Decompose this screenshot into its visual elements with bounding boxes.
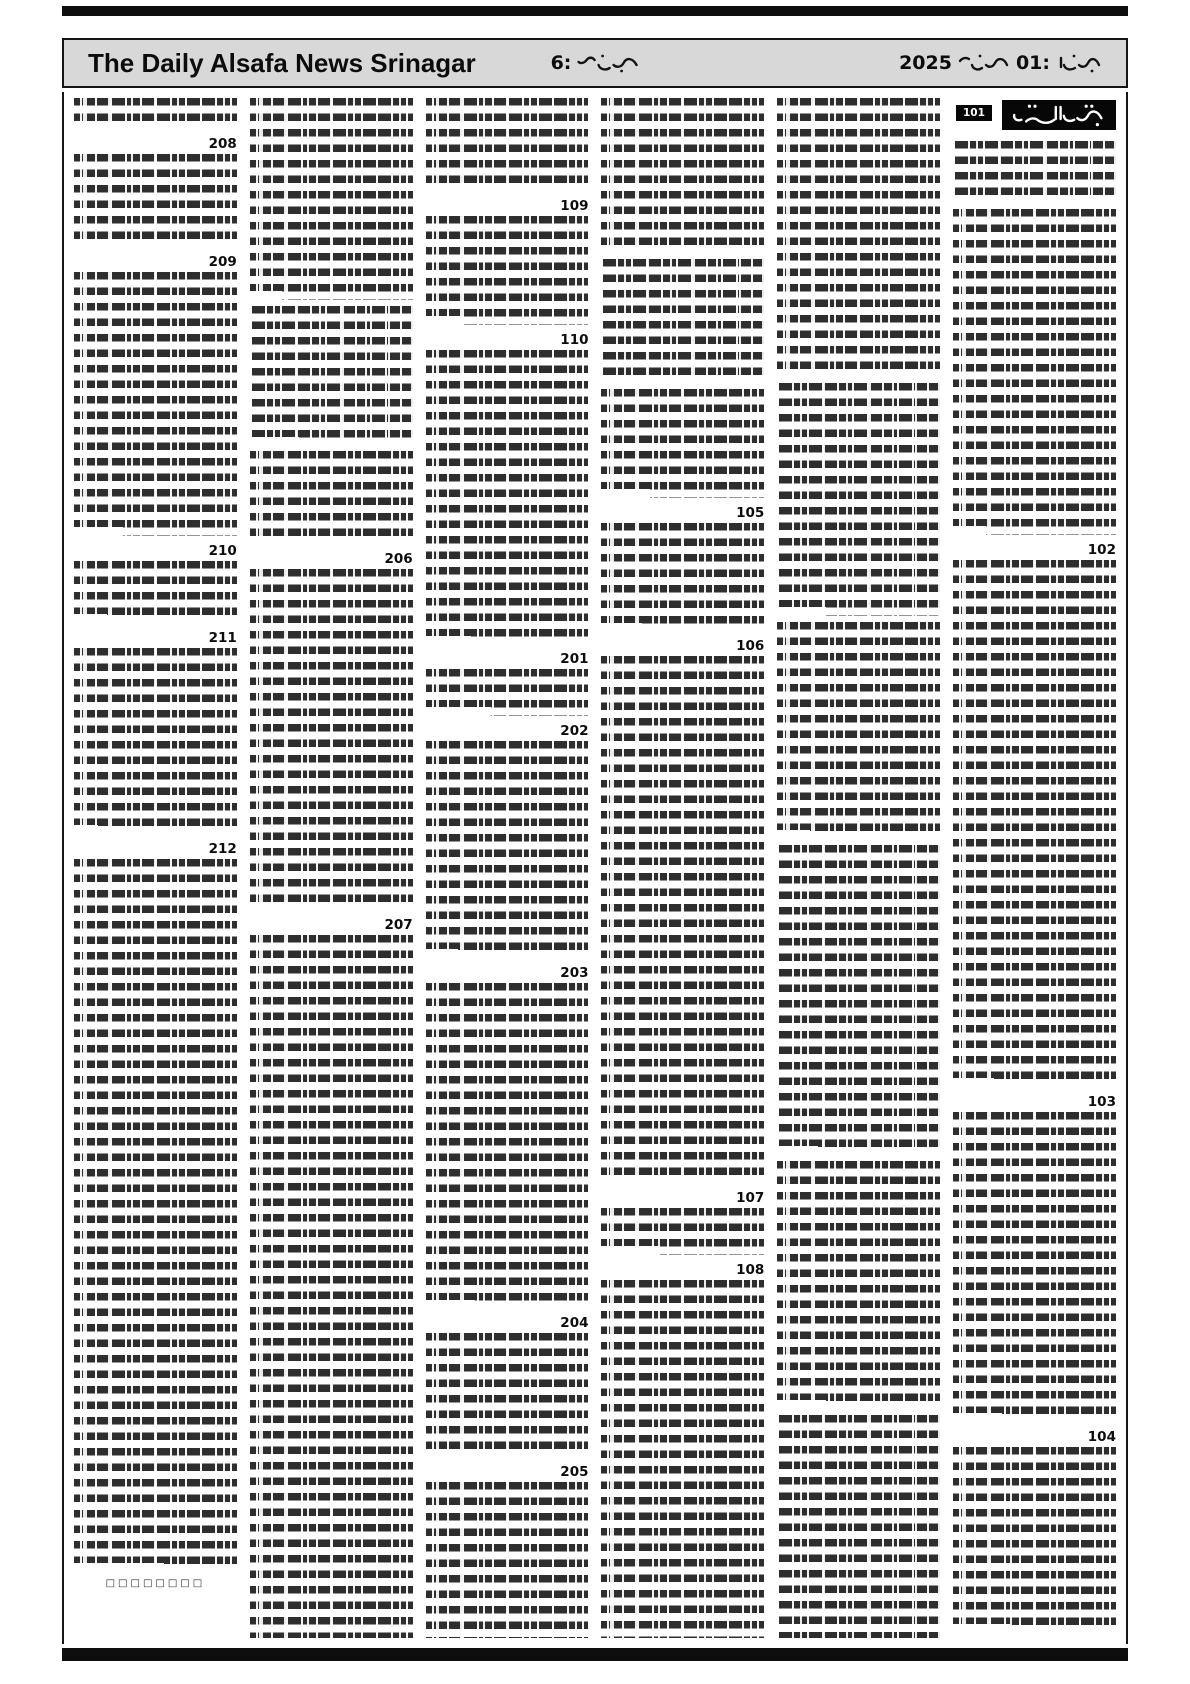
item-number-202: 202 (560, 722, 589, 739)
article-paragraph (426, 98, 589, 191)
item-number-103: 103 (1087, 1093, 1116, 1110)
article-paragraph (777, 1161, 940, 1409)
item-number-203: 203 (560, 964, 589, 981)
item-number-212: 212 (208, 840, 237, 857)
article-paragraph (74, 272, 237, 536)
date-label-glyph (1056, 53, 1102, 73)
item-number-110: 110 (560, 331, 589, 348)
article-paragraph (777, 845, 940, 1155)
article-paragraph (777, 98, 940, 377)
column-2 (250, 98, 413, 1638)
article-paragraph (426, 741, 589, 958)
content-frame (62, 92, 1128, 1644)
article-paragraph (74, 561, 237, 623)
article-paragraph (777, 622, 940, 839)
article-paragraph (953, 560, 1116, 1087)
article-paragraph (250, 306, 413, 446)
article-paragraph (74, 98, 237, 129)
end-of-column-squares: □□□□□□□□ (105, 1577, 206, 1589)
item-number-201: 201 (560, 651, 589, 667)
article-paragraph (250, 569, 413, 910)
column-4 (601, 98, 764, 1638)
article-paragraph (250, 98, 413, 300)
item-number-208: 208 (208, 136, 237, 152)
continuations-label-glyph (1011, 103, 1107, 127)
date-month-glyph (958, 53, 1010, 73)
article-paragraph (601, 98, 764, 253)
item-number-211: 211 (208, 629, 237, 646)
date-year: 2025 (899, 52, 952, 74)
article-paragraph (74, 859, 237, 1572)
item-number-204: 204 (560, 1315, 589, 1331)
article-paragraph (953, 141, 1116, 203)
article-paragraph (601, 523, 764, 632)
continuations-label-box (1002, 100, 1116, 130)
article-paragraph (953, 1447, 1116, 1633)
article-paragraph (777, 1415, 940, 1639)
article-paragraph (250, 935, 413, 1638)
page-number: 6: (550, 52, 572, 74)
article-paragraph (777, 383, 940, 616)
first-item-number-chip: 101 (956, 105, 992, 121)
item-number-108: 108 (736, 1261, 765, 1278)
newspaper-title: The Daily Alsafa News Srinagar (88, 47, 476, 78)
item-number-104: 104 (1087, 1428, 1116, 1445)
article-paragraph (601, 1208, 764, 1255)
item-number-106: 106 (736, 638, 765, 654)
page-label-glyph (575, 53, 639, 73)
column-6 (953, 98, 1116, 1638)
article-paragraph (601, 259, 764, 383)
article-paragraph (953, 209, 1116, 535)
item-number-210: 210 (208, 542, 237, 559)
article-paragraph (426, 669, 589, 716)
column-3 (426, 98, 589, 1638)
continuations-tag-row (953, 100, 1116, 132)
article-paragraph (426, 983, 589, 1309)
item-number-107: 107 (736, 1190, 765, 1206)
date-day: 01: (1015, 52, 1050, 74)
item-number-102: 102 (1087, 541, 1116, 558)
article-paragraph (601, 1280, 764, 1639)
columns-container (74, 98, 1116, 1638)
bottom-rule-bar (62, 1648, 1128, 1661)
article-paragraph (74, 154, 237, 247)
article-paragraph (250, 451, 413, 544)
item-number-209: 209 (208, 254, 237, 270)
article-paragraph (601, 389, 764, 498)
item-number-105: 105 (736, 504, 765, 521)
article-paragraph (426, 1482, 589, 1638)
item-number-207: 207 (384, 917, 413, 933)
article-paragraph (426, 216, 589, 325)
article-paragraph (426, 350, 589, 645)
item-number-206: 206 (384, 551, 413, 567)
date-group (899, 52, 1102, 74)
item-number-109: 109 (560, 198, 589, 214)
article-paragraph (426, 1333, 589, 1457)
page-number-group (551, 52, 640, 74)
column-5 (777, 98, 940, 1638)
article-paragraph (601, 656, 764, 1183)
top-rule-bar (62, 6, 1128, 16)
item-number-205: 205 (560, 1464, 589, 1480)
column-1 (74, 98, 237, 1638)
masthead (62, 38, 1128, 88)
article-paragraph (953, 1112, 1116, 1422)
article-paragraph (74, 648, 237, 834)
